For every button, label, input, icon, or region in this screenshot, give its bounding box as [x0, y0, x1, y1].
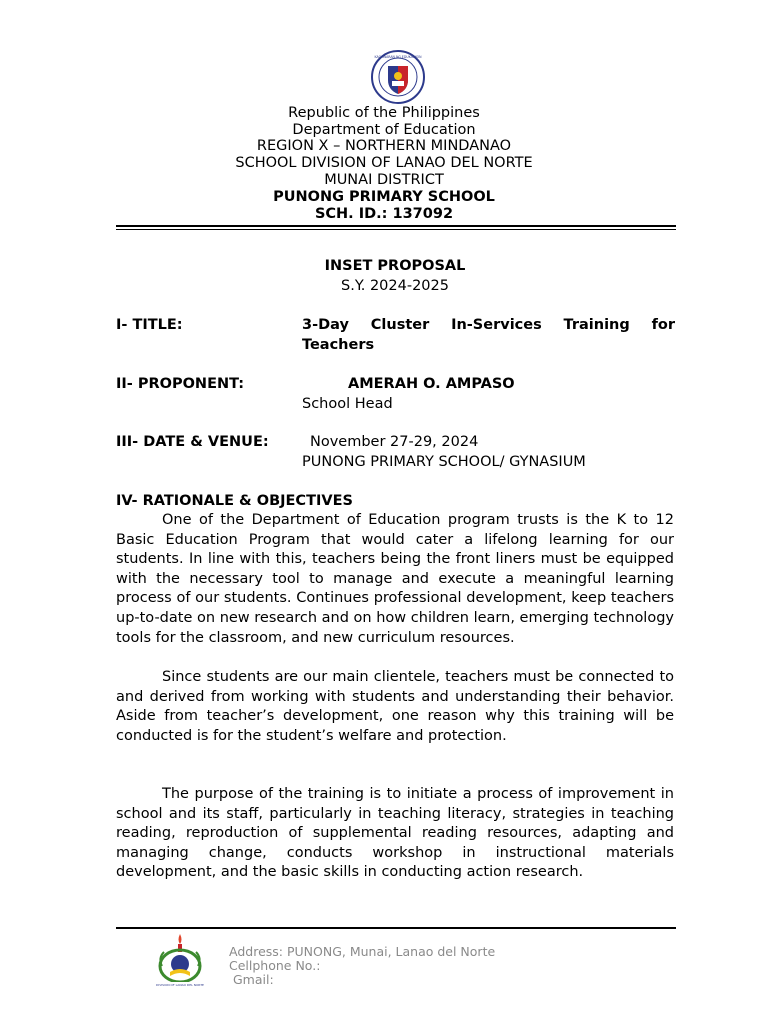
- division-logo: [152, 930, 208, 990]
- header-school-name: PUNONG PRIMARY SCHOOL: [273, 189, 495, 205]
- header-department: Department of Education: [292, 122, 476, 138]
- title-value: 3-Day Cluster In-Services Training for Teachers: [302, 317, 675, 353]
- proponent-label: II- PROPONENT:: [116, 376, 245, 392]
- header-republic: Republic of the Philippines: [288, 105, 480, 121]
- school-year: S.Y. 2024-2025: [341, 278, 449, 294]
- venue-value: PUNONG PRIMARY SCHOOL/ GYNASIUM: [302, 454, 586, 470]
- rationale-paragraph-2: Since students are our main clientele, teachers must be connected to and derived from working with students and understanding their behavior. Aside from teacher’s development, one reason why this training will be conducted is for the student’s welfare and protection.: [116, 669, 674, 744]
- footer-gmail: Gmail:: [229, 972, 274, 987]
- footer-address: Address: PUNONG, Munai, Lanao del Norte: [229, 944, 496, 959]
- deped-seal-logo: [368, 50, 428, 104]
- proposal-heading: INSET PROPOSAL: [324, 258, 466, 274]
- header-region: REGION X – NORTHERN MINDANAO: [256, 138, 512, 154]
- header-divider-thin: [116, 229, 676, 230]
- proponent-role: School Head: [302, 396, 393, 412]
- title-label: I- TITLE:: [116, 317, 183, 333]
- svg-text:DIVISION OF LANAO DEL NORTE: DIVISION OF LANAO DEL NORTE: [156, 983, 204, 987]
- svg-text:KAGAWARAN NG EDUKASYON: KAGAWARAN NG EDUKASYON: [374, 55, 422, 59]
- date-venue-label: III- DATE & VENUE:: [116, 434, 269, 450]
- rationale-paragraph-1: One of the Department of Education program trusts is the K to 12 Basic Education Program that would cater a lifelong learning for our students. In line with this, teachers being the front liners must be equipped with the necessary tool to manage and execute a meaningful learning process of our students. Continues professional development, keep teachers up-to-date on new research and on how children learn, emerging technology tools for the classroom, and new curriculum resources.: [116, 512, 674, 646]
- proponent-name: AMERAH O. AMPASO: [348, 376, 515, 392]
- header-divider-thick: [116, 225, 676, 227]
- header-division: SCHOOL DIVISION OF LANAO DEL NORTE: [235, 155, 533, 171]
- rationale-paragraph-3: The purpose of the training is to initiate a process of improvement in school and its staff, particularly in teaching literacy, strategies in teaching reading, reproduction of supplemental reading resources, adapting and managing change, conducts workshop in instructional materials development, and the basic skills in conducting action research.: [116, 786, 674, 881]
- footer-divider: [116, 927, 676, 929]
- rationale-heading: IV- RATIONALE & OBJECTIVES: [116, 493, 353, 509]
- footer-cellphone: Cellphone No.:: [229, 958, 321, 973]
- header-school-id: SCH. ID.: 137092: [314, 206, 454, 222]
- header-district: MUNAI DISTRICT: [324, 172, 444, 188]
- date-value: November 27-29, 2024: [310, 434, 479, 450]
